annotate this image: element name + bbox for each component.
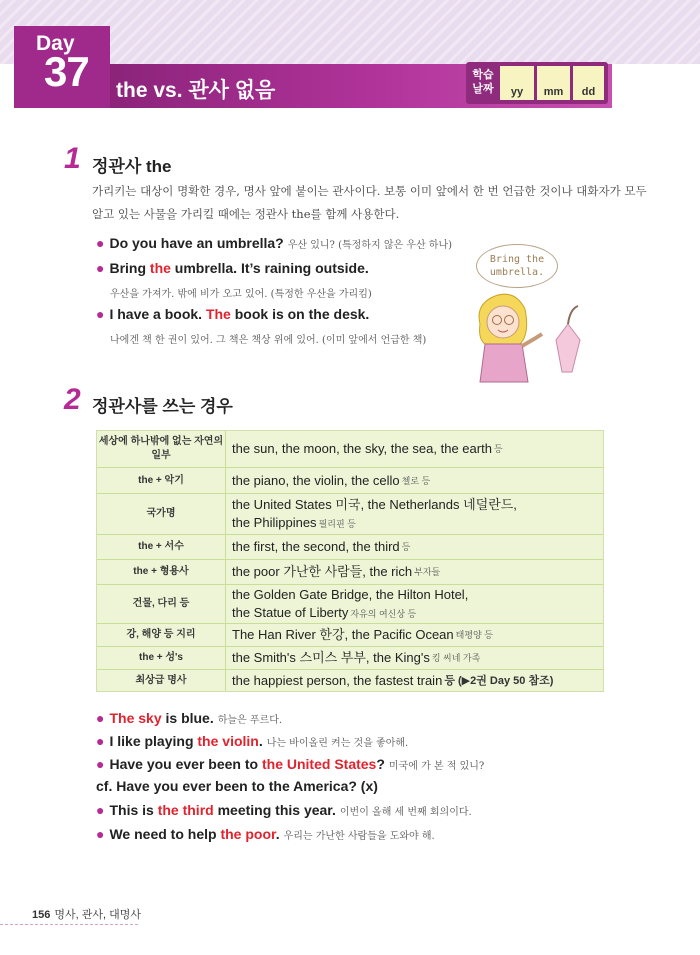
date-month-field[interactable]: mm [537,66,570,100]
example-3-translation: 나에겐 책 한 권이 있어. 그 책은 책상 위에 있어. (이미 앞에서 언급한 책) [110,335,427,346]
example-poor: ● We need to help the poor. 우리는 가난한 사람들을 도와야 해. [96,826,435,842]
table-row: the + 성's the Smith's 스미스 부부, the King's 킹 씨네 가족 [97,647,603,670]
table-row: the + 형용사 the poor 가난한 사람들, the rich 부자들 [97,560,603,585]
section-2-title: 정관사를 쓰는 경우 [92,397,233,416]
table-row: 국가명 the United States 미국, the Netherlands 네덜란드, the Philippines 필리핀 등 [97,494,603,535]
section-1-intro: 가리키는 대상이 명확한 경우, 명사 앞에 붙이는 관사이다. 보통 이미 앞에서 한 번 언급한 것이나 대화자가 모두 알고 있는 사물을 가리킬 때에는 정관사 the를 함께 사용한다. [92,184,647,221]
usage-table [96,430,604,692]
example-sky: ● The sky is blue. 하늘은 푸르다. [96,710,283,726]
day-label: Day [36,32,75,55]
example-2: ● Bring the umbrella. It’s raining outside. [96,260,369,276]
study-date-label: 학습 날짜 [472,69,494,95]
page-number: 156 [32,909,51,921]
day-badge [14,26,110,108]
example-violin: ● I like playing the violin. 나는 바이올린 켜는 것을 좋아해. [96,733,409,749]
table-row: 최상급 명사 the happiest person, the fastest train 등 (▶2권 Day 50 참조) [97,670,603,691]
girl-with-umbrella-illustration [470,284,590,384]
table-row: 세상에 하나밖에 없는 자연의 일부 the sun, the moon, the sky, the sea, the earth 등 [97,431,603,468]
date-day-field[interactable]: dd [573,66,604,100]
footer-divider [0,924,138,925]
example-united-states: ● Have you ever been to the United States? 미국에 가 본 적 있니? [96,756,485,772]
chapter-name: 명사, 관사, 대명사 [54,909,141,921]
day-number: 37 [44,48,89,95]
study-date-box [466,62,608,104]
example-3: ● I have a book. The book is on the desk. [96,306,370,322]
section-1-title: 정관사 the [92,157,172,176]
example-1: ● Do you have an umbrella? 우산 있니? (특정하지 않은 우산 하나) [96,235,453,251]
section-1-number: 1 [64,142,81,175]
example-2-translation: 우산을 가져가. 밖에 비가 오고 있어. (특정한 우산을 가리킴) [110,289,372,300]
table-row: the + 악기 the piano, the violin, the cello 첼로 등 [97,468,603,494]
table-row: 강, 해양 등 지리 The Han River 한강, the Pacific Ocean 태평양 등 [97,624,603,647]
section-2-number: 2 [64,383,81,416]
page-footer [32,906,141,922]
table-row: the + 서수 the first, the second, the third 등 [97,535,603,560]
table-row: 건물, 다리 등 the Golden Gate Bridge, the Hilton Hotel, the Statue of Liberty 자유의 여신상 등 [97,585,603,624]
page-title: the vs. 관사 없음 [116,79,276,102]
cf-note: cf. Have you ever been to the America? (x) [96,778,378,794]
date-year-field[interactable]: yy [500,66,534,100]
example-third: ● This is the third meeting this year. 이번이 올해 세 번째 회의이다. [96,802,472,818]
speech-bubble: Bring the umbrella. [476,244,558,288]
